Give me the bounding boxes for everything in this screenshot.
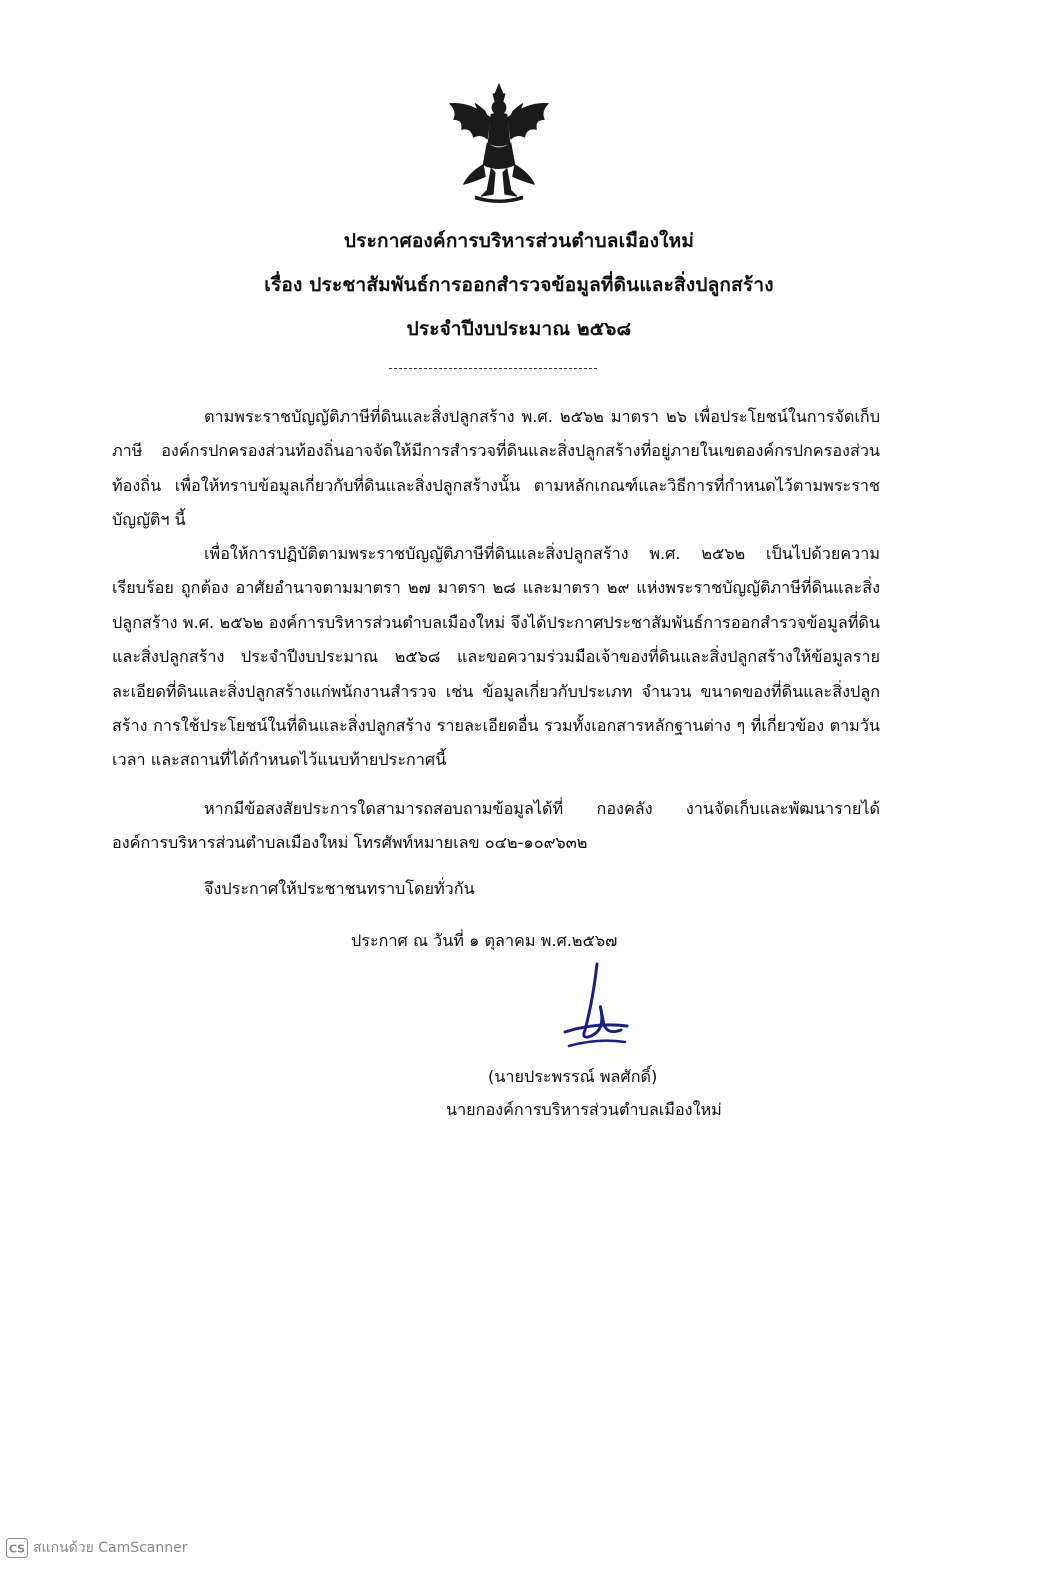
body-paragraph-4: จึงประกาศให้ประชาชนทราบโดยทั่วกัน (204, 879, 475, 898)
svg-text:CS: CS (8, 1542, 26, 1556)
handwritten-signature (555, 960, 635, 1055)
dashed-divider (389, 368, 597, 369)
garuda-emblem-icon (440, 82, 558, 204)
camscanner-logo-icon (6, 1538, 28, 1558)
announcement-subject: เรื่อง ประชาสัมพันธ์การออกสำรวจข้อมูลที่ดินและสิ่งปลูกสร้าง (264, 274, 774, 296)
signer-title: นายกองค์การบริหารส่วนตำบลเมืองใหม่ (446, 1100, 722, 1119)
body-paragraph-3: หากมีข้อสงสัยประการใดสามารถสอบถามข้อมูลได้ที่ กองคลัง งานจัดเก็บและพัฒนารายได้ องค์การบริหารส่วนตำบลเมืองใหม่ โทรศัพท์หมายเลข ๐๔๒-๑๐๙๖๓๒ (112, 799, 880, 853)
announcement-date: ประกาศ ณ วันที่ ๑ ตุลาคม พ.ศ.๒๕๖๗ (351, 931, 618, 950)
camscanner-text: สแกนด้วย CamScanner (33, 1540, 188, 1556)
body-paragraph-1: ตามพระราชบัญญัติภาษีที่ดินและสิ่งปลูกสร้าง พ.ศ. ๒๕๖๒ มาตรา ๒๖ เพื่อประโยชน์ในการจัดเก็บภาษี องค์กรปกครองส่วนท้องถิ่นอาจจัดให้มีการสำรวจที่ดินและสิ่งปลูกสร้างที่อยู่ภายในเขตองค์กรปกครองส่วนท้องถิ่น เพื่อให้ทราบข้อมูลเกี่ยวกับที่ดินและสิ่งปลูกสร้างนั้น ตามหลักเกณฑ์และวิธีการที่กำหนดไว้ตามพระราชบัญญัติฯ นี้ (112, 407, 880, 530)
announcement-fiscal-year: ประจำปีงบประมาณ ๒๕๖๘ (406, 318, 632, 340)
body-paragraph-2: เพื่อให้การปฏิบัติตามพระราชบัญญัติภาษีที่ดินและสิ่งปลูกสร้าง พ.ศ. ๒๕๖๒ เป็นไปด้วยความเรียบร้อย ถูกต้อง อาศัยอำนาจตามมาตรา ๒๗ มาตรา ๒๘ และมาตรา ๒๙ แห่งพระราชบัญญัติภาษีที่ดินและสิ่งปลูกสร้าง พ.ศ. ๒๕๖๒ องค์การบริหารส่วนตำบลเมืองใหม่ จึงได้ประกาศประชาสัมพันธ์การออกสำรวจข้อมูลที่ดินและสิ่งปลูกสร้าง ประจำปีงบประมาณ ๒๕๖๘ และขอความร่วมมือเจ้าของที่ดินและสิ่งปลูกสร้างให้ข้อมูลรายละเอียดที่ดินและสิ่งปลูกสร้างแก่พนักงานสำรวจ เช่น ข้อมูลเกี่ยวกับประเภท จำนวน ขนาดของที่ดินและสิ่งปลูกสร้าง การใช้ประโยชน์ในที่ดินและสิ่งปลูกสร้าง รายละเอียดอื่น รวมทั้งเอกสารหลักฐานต่าง ๆ ที่เกี่ยวข้อง ตามวัน เวลา และสถานที่ได้กำหนดไว้แนบท้ายประกาศนี้ (112, 544, 880, 770)
signer-name: (นายประพรรณ์ พลศักดิ์) (488, 1067, 658, 1086)
announcement-title: ประกาศองค์การบริหารส่วนตำบลเมืองใหม่ (343, 230, 695, 252)
camscanner-watermark (6, 1537, 188, 1559)
